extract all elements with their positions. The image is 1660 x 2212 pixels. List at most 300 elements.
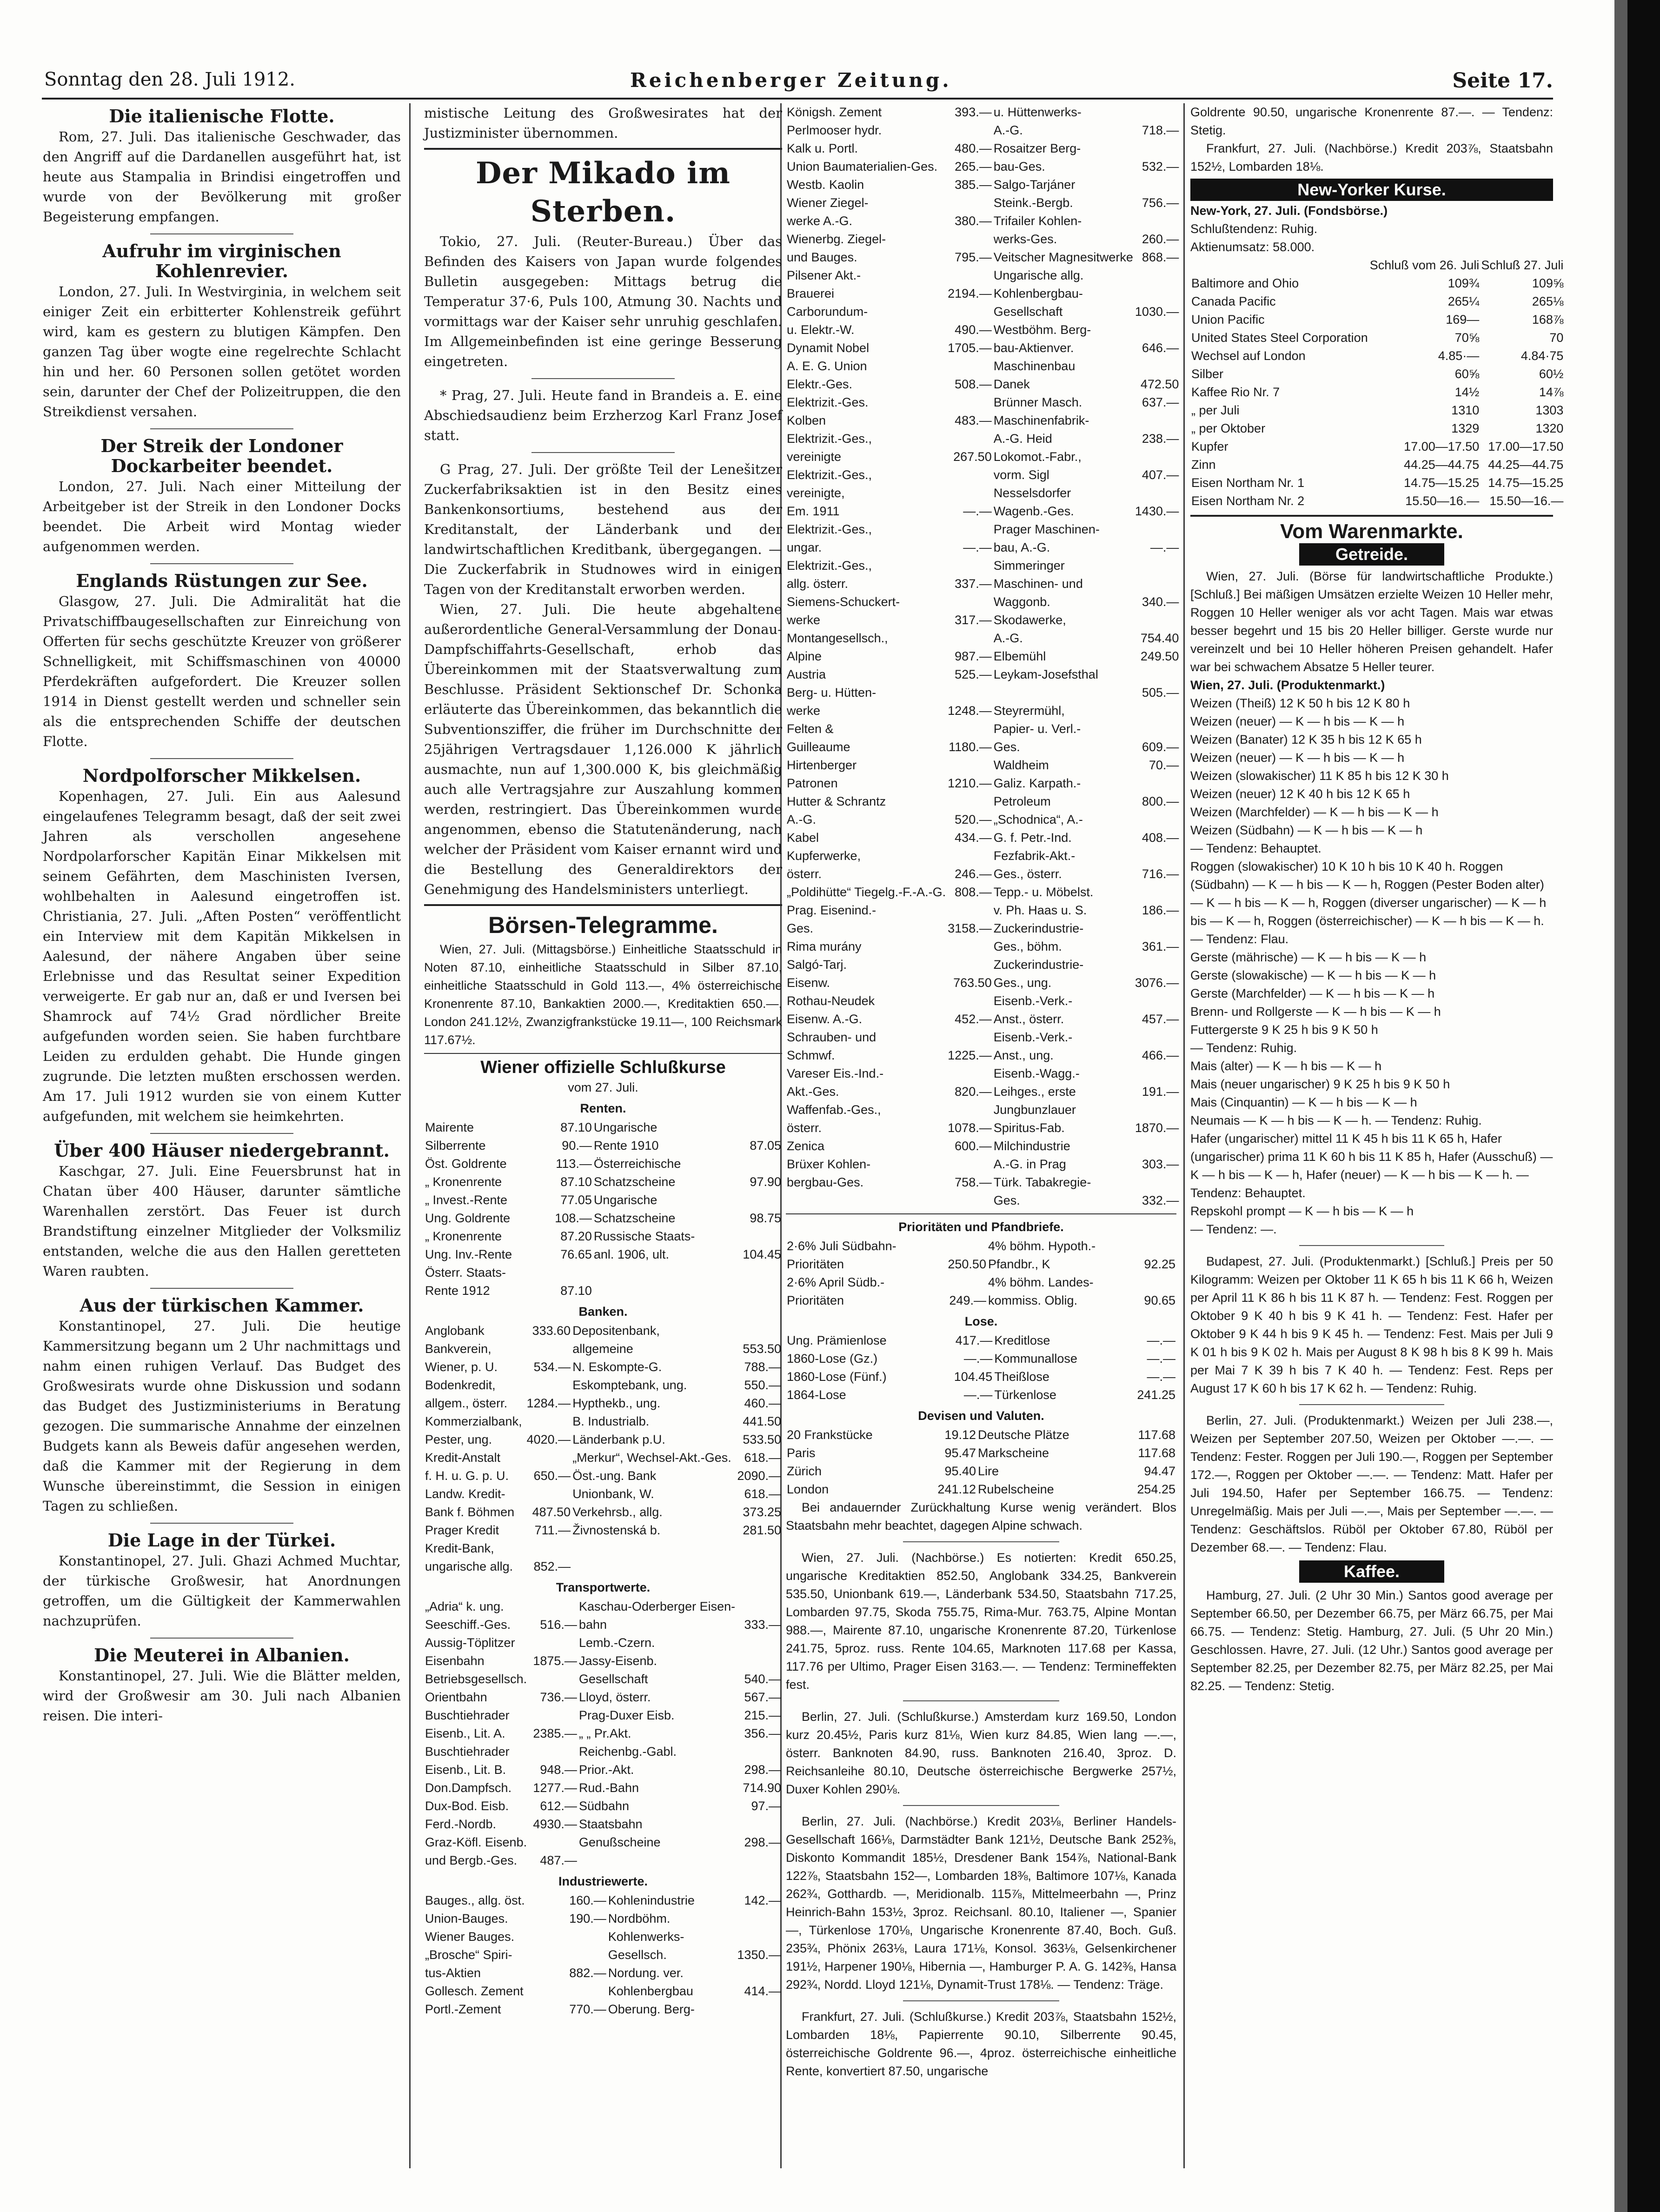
table-row	[786, 484, 1180, 502]
table-cell: „ Kronenrente	[425, 1229, 502, 1243]
table-cell: 1870.—	[1135, 1121, 1179, 1135]
table-cell: 265¼	[1448, 294, 1480, 308]
table-cell: 483.—	[955, 413, 992, 427]
table-cell	[557, 1928, 607, 1946]
table-cell	[531, 1598, 578, 1616]
table-cell: „Adria“ k. ung.	[425, 1599, 504, 1613]
table-cell: 1248.—	[948, 704, 992, 718]
table-cell: A.-G.	[993, 123, 1023, 137]
table-cell	[947, 230, 993, 248]
table-cell: Seeschiff.-Ges.	[425, 1618, 511, 1632]
table-cell: werke	[787, 613, 821, 627]
table-cell: 246.—	[955, 867, 992, 881]
table-cell	[729, 1264, 782, 1282]
table-row	[424, 1539, 782, 1558]
table-cell: 472.50	[1140, 377, 1179, 391]
table-row	[786, 303, 1180, 321]
column-3	[786, 103, 1179, 2168]
table-cell: 265⅛	[1532, 294, 1564, 308]
table-cell: Landw. Kredit-	[425, 1487, 505, 1501]
scan-edge-shadow	[1614, 0, 1627, 2212]
table-cell: Zuckerindustrie-	[993, 958, 1084, 972]
table-banken	[424, 1322, 782, 1576]
table-cell: 44.25—44.75	[1488, 458, 1564, 472]
table-cell: Ges., österr.	[993, 867, 1062, 881]
section-transport: Transportwerte.	[556, 1580, 651, 1594]
table-cell: 540.—	[744, 1672, 781, 1686]
table-cell	[1134, 557, 1180, 575]
table-cell: Nordböhm.	[608, 1912, 671, 1926]
table-cell	[741, 1743, 782, 1761]
table-cell: „ Invest.-Rente	[425, 1193, 508, 1207]
list-item: Weizen (Marchfelder) — K — h bis — K — h	[1190, 805, 1439, 819]
table-cell: —.—	[1150, 540, 1179, 554]
market-text: Wien, 27. Juli. (Börse für landwirtschaftliche Produkte.) [Schluß.] Bei mäßigen Umsätzen erzielte Weizen 10 Heller mehr, Roggen 10 Heller weniger als vor acht Tagen. Mais war etwas besser begehrt und 15 bis 20 Heller billiger. Gerste wurde nur vereinzelt und bei 10 Heller höheren Preisen gehandelt. Hafer war bei schwachem Absatze 5 Heller teurer.	[1190, 569, 1553, 674]
article	[43, 571, 401, 752]
section-rule	[786, 1213, 1176, 1214]
table-row	[786, 339, 1180, 357]
table-row	[786, 666, 1180, 684]
table-cell: Guilleaume	[787, 740, 850, 754]
table-cell: Orientbahn	[425, 1690, 487, 1704]
table-cell: Eisenb.-Wagg.-	[993, 1066, 1080, 1080]
table-cell	[947, 684, 993, 702]
table-cell	[741, 1598, 782, 1616]
table-row	[786, 212, 1180, 230]
table-cell: Union Pacific	[1191, 313, 1265, 326]
list-item: Roggen (slowakischer) 10 K 10 h bis 10 K 40 h. Roggen (Südbahn) — K — h bis — K — h, Roggen (Pester Boden alter) — K — h bis — K — h, Roggen (diverser ungarischer) — K — h bis — K — h, Roggen (österreichischer) — K — h bis — K — h. — Tendenz: Flau.	[1190, 859, 1547, 946]
article-text: Konstantinopel, 27. Juli. Die heutige Kammersitzung begann um 2 Uhr nachmittags und nahm einen ruhigen Verlauf. Das Budget des Großwesirats wurde ohne Diskussion und sodann das Budget des Justizministeriums in Beratung gezogen. Die summarische Annahme der einzelnen Budgets kann als Beweis dafür angesehen werden, daß die Kammer mit der Regierung in dem Wunsche übereinstimmt, die Session in einigen Tagen zu schließen.	[43, 1318, 401, 1514]
article-text: Kaschgar, 27. Juli. Eine Feuersbrunst hat in Chatan über 400 Häuser, darunter sämtliche Warenhallen zerstört. Das Feuer ist durch Brandstiftung einzelner Mitglieder der Volksmiliz entstanden, welche die aus den Hallen geretteten Waren raubten.	[43, 1163, 401, 1279]
table-cell: Elbemühl	[993, 649, 1046, 663]
table-row	[786, 230, 1180, 248]
table-cell	[525, 1485, 571, 1503]
article	[43, 1140, 401, 1281]
header-date: Sonntag den 28. Juli 1912.	[44, 69, 295, 90]
table-row	[424, 1119, 782, 1137]
table-cell: Union-Bauges.	[425, 1912, 508, 1926]
separator	[1299, 1245, 1444, 1246]
table-row	[424, 1191, 782, 1209]
table-row	[1190, 492, 1564, 510]
table-cell: kommiss. Oblig.	[988, 1293, 1078, 1307]
table-row	[424, 1761, 782, 1779]
table-cell: Kohlenwerks-	[608, 1930, 684, 1944]
table-row	[786, 774, 1180, 793]
table-cell: Königsh. Zement	[787, 105, 882, 119]
table-cell: Staatsbahn	[578, 1817, 643, 1831]
table-row	[786, 956, 1180, 974]
article-title: Der Streik der Londoner Dockarbeiter beendet.	[100, 435, 343, 476]
table-cell: 19.12	[944, 1428, 976, 1442]
table-cell: Brünner Masch.	[993, 395, 1082, 409]
section-getreide: Getreide.	[1299, 543, 1444, 566]
table-cell	[1134, 412, 1180, 430]
ny-tendency: Schlußtendenz: Ruhig.	[1190, 222, 1318, 236]
table-row	[1190, 311, 1564, 329]
table-cell: 756.—	[1142, 196, 1179, 210]
table-row	[786, 502, 1180, 520]
table-row	[786, 103, 1180, 121]
table-cell	[947, 1155, 993, 1173]
table-row	[1190, 401, 1564, 420]
table-row	[786, 1083, 1180, 1101]
table-devisen	[786, 1426, 1176, 1499]
ny-heading: New-York, 27. Juli. (Fondsbörse.)	[1190, 204, 1388, 218]
article	[43, 436, 401, 557]
section-rule	[1190, 515, 1553, 517]
table-cell: A.-G. in Prag	[993, 1157, 1066, 1171]
table-cell: Papier- u. Verl.-	[993, 722, 1081, 736]
table-row	[424, 1598, 782, 1616]
table-row	[786, 1273, 1176, 1292]
article-title: Aus der türkischen Kammer.	[80, 1295, 364, 1316]
table-cell	[1134, 1137, 1180, 1155]
table-cell: Danek	[993, 377, 1030, 391]
table-cell: 97.90	[750, 1175, 781, 1189]
table-cell: Ungarische	[593, 1120, 657, 1134]
table-row	[786, 756, 1180, 774]
table-row	[786, 974, 1180, 992]
table-cell: Kalk u. Portl.	[787, 141, 858, 155]
table-cell: 525.—	[955, 667, 992, 681]
market-text: Berlin, 27. Juli. (Nachbörse.) Kredit 203⅛, Berliner Handels-Gesellschaft 166⅛, Darmstädter Bank 121½, Deutsche Bank 252⅜, Diskonto Kommandit 185½, Dresdener Bank 154⅞, National-Bank 122⅞, Staatsbahn 152—, Lombarden 18⅜, Baltimore 107⅛, Kanada 262¾, Gotthardb. —, Meridionalb. 115⅞, Mittelmeerbahn —, Prinz Heinrich-Bahn 153½, 3proz. Reichsanl. 80.10, Italiener —, Spanier —, Türkenlose 170⅛, Ungarische Kronenrente 87.40, Boch. Guß. 235¾, Phönix 263⅛, Laura 171⅛, Konsol. 363⅛, Gelsenkirchener 191½, Harpener 190⅛, Hibernia —, Hamburger P. A. G. 142⅜, Hansa 292¾, Nordd. Lloyd 121⅛, Dynamit-Trust 178⅛. — Tendenz: Träge.	[786, 1814, 1176, 1992]
table-cell	[947, 938, 993, 956]
table-cell: 70⅝	[1454, 331, 1480, 345]
table-row	[1190, 293, 1564, 311]
table-cell	[947, 430, 993, 448]
table-cell: 95.47	[944, 1446, 976, 1460]
list-item: Mais (neuer ungarischer) 9 K 25 h bis 9 K 50 h	[1190, 1077, 1450, 1091]
table-cell	[729, 1119, 782, 1137]
table-row	[786, 1292, 1176, 1310]
table-cell: Eisenbahn	[425, 1654, 485, 1668]
table-cell: Anst., ung.	[993, 1048, 1054, 1062]
table-row	[786, 140, 1180, 158]
table-cell: Waffenfab.-Ges.,	[787, 1103, 881, 1117]
table-cell	[525, 1340, 571, 1358]
table-cell: Akt.-Ges.	[787, 1085, 839, 1099]
table-cell	[947, 593, 993, 611]
table-row	[786, 1155, 1180, 1173]
table-cell: N. Eskompte-G.	[572, 1360, 662, 1374]
table-cell: Westböhm. Berg-	[993, 323, 1091, 337]
table-cell: Kohlenbergbau	[608, 1984, 693, 1998]
table-cell: 646.—	[1142, 341, 1179, 355]
table-cell: Leykam-Josefsthal	[993, 667, 1098, 681]
table-row	[424, 1358, 782, 1376]
table-cell: Union Baumaterialien-Ges.	[787, 160, 938, 173]
table-cell: Eisen Northam Nr. 2	[1191, 494, 1305, 508]
table-cell: 337.—	[955, 577, 992, 591]
separator	[150, 563, 293, 564]
table-row	[1190, 474, 1564, 492]
table-row	[424, 2000, 782, 2019]
table-cell: 763.50	[953, 976, 992, 990]
table-cell: f. H. u. G. p. U.	[425, 1469, 509, 1483]
table-row	[424, 1449, 782, 1467]
table-cell	[947, 1192, 993, 1210]
table-cell: —.—	[1147, 1352, 1175, 1366]
table-cell: 718.—	[1142, 123, 1179, 137]
table-cell: 340.—	[1142, 595, 1179, 609]
section-industrie: Industriewerte.	[558, 1874, 648, 1888]
section-kaffee: Kaffee.	[1299, 1560, 1444, 1583]
table-cell: „Schodnica“, A.-	[993, 813, 1083, 826]
market-text: Berlin, 27. Juli. (Produktenmarkt.) Weizen per Juli 238.—, Weizen per September 207.50, Weizen per Oktober —.—. — Tendenz: Fester. Roggen per Juli 190.—, Roggen per September 172.—, Roggen per Oktober —.—. — Tendenz: Matt. Hafer per Juli 194.50, Hafer per September 166.75. — Tendenz: Unregelmäßig. Mais per Juli —.—, Mais per September —.—. — Tendenz: Geschäftslos. Rüböl per Oktober 67.80, Rüböl per Dezember 68.—. — Tendenz: Flau.	[1190, 1413, 1553, 1554]
table-cell: 190.—	[569, 1912, 606, 1926]
table-cell: „ per Oktober	[1191, 421, 1266, 435]
table-cell	[947, 756, 993, 774]
table-cell	[1134, 811, 1180, 829]
table-cell: 716.—	[1142, 867, 1179, 881]
table-row	[424, 1137, 782, 1155]
table-cell: allgem., österr.	[425, 1396, 508, 1410]
table-cell: 104.45	[743, 1247, 781, 1261]
table-cell: 868.—	[1142, 250, 1179, 264]
table-cell: Ges., böhm.	[993, 939, 1062, 953]
table-cell: österr.	[787, 1121, 822, 1135]
table-prioritaeten	[786, 1237, 1176, 1310]
table-cell: Ung. Goldrente	[425, 1211, 511, 1225]
table-cell: G. f. Petr.-Ind.	[993, 831, 1072, 845]
article-text: Rom, 27. Juli. Das italienische Geschwader, das den Angriff auf die Dardanellen ausgeführt hat, ist heute aus Stampalia in Brindisi eingetroffen und wurde von der Bevölkerung mit großer Begeisterung empfangen.	[43, 129, 401, 225]
table-cell	[1134, 774, 1180, 793]
table-cell: Vareser Eis.-Ind.-	[787, 1066, 884, 1080]
table-cell: anl. 1906, ult.	[593, 1247, 669, 1261]
separator	[150, 1288, 293, 1289]
table-cell: 393.—	[955, 105, 992, 119]
table-cell: werke	[787, 704, 821, 718]
table-row	[786, 1426, 1176, 1444]
table-cell: —.—	[963, 1352, 993, 1366]
table-row	[424, 1946, 782, 1964]
table-cell: 14.75—15.25	[1404, 476, 1480, 490]
table-cell: 4020.—	[526, 1432, 571, 1446]
table-cell: 609.—	[1142, 740, 1179, 754]
table-cell	[723, 2000, 782, 2019]
table-cell: 1875.—	[533, 1654, 577, 1668]
table-cell: Kommerzialbank,	[425, 1414, 522, 1428]
table-row	[424, 1815, 782, 1833]
table-cell: 4.84·75	[1521, 349, 1564, 363]
table-cell: Salgo-Tarjáner	[993, 178, 1076, 192]
list-item: Weizen (Theiß) 12 K 50 h bis 12 K 80 h	[1190, 696, 1410, 710]
table-cell: ungar.	[787, 540, 822, 554]
table-cell	[741, 1852, 782, 1870]
table-cell: 414.—	[744, 1984, 781, 1998]
table-row	[424, 1634, 782, 1652]
table-cell: Siemens-Schuckert-	[787, 595, 900, 609]
table-cell: werks-Ges.	[993, 232, 1057, 246]
table-cell: Südbahn	[578, 1799, 630, 1813]
table-cell: Jungbunzlauer	[993, 1103, 1076, 1117]
table-cell: 650.—	[533, 1469, 571, 1483]
section-rule	[424, 1053, 782, 1054]
table-cell: allgemeine	[572, 1342, 633, 1356]
table-cell: Rud.-Bahn	[578, 1781, 639, 1795]
column-2	[424, 103, 782, 2168]
table-cell: Ges.	[787, 921, 814, 935]
table-cell: Don.Dampfsch.	[425, 1781, 512, 1795]
table-cell	[934, 1273, 987, 1292]
table-row	[424, 1910, 782, 1928]
table-cell: 241.25	[1137, 1388, 1175, 1402]
table-cell: Wiener Ziegel-	[787, 196, 869, 210]
table-cell: 1030.—	[1135, 305, 1179, 319]
section-lose: Lose.	[964, 1314, 998, 1328]
table-cell: 215.—	[744, 1708, 781, 1722]
table-row	[786, 1480, 1176, 1499]
table-cell: Kolben	[787, 413, 826, 427]
table-cell	[578, 1852, 741, 1870]
table-cell	[947, 901, 993, 919]
table-row	[786, 793, 1180, 811]
table-cell: 117.68	[1138, 1428, 1175, 1442]
table-cell: Felten &	[787, 722, 834, 736]
section-warenmarkt: Vom Warenmarkte.	[1280, 520, 1463, 543]
table-cell: Ges., ung.	[993, 976, 1052, 990]
table-cell: Trifailer Kohlen-	[993, 214, 1082, 228]
table-cell: „Brosche“ Spiri-	[425, 1948, 512, 1962]
table-cell	[723, 1928, 782, 1946]
table-row	[786, 720, 1180, 738]
table-cell: 332.—	[1142, 1193, 1179, 1207]
table-cell: 14½	[1454, 385, 1480, 399]
table-cell: 466.—	[1142, 1048, 1179, 1062]
table-cell: Bauges., allg. öst.	[425, 1893, 525, 1907]
table-cell	[1134, 720, 1180, 738]
section-prioritaeten: Prioritäten und Pfandbriefe.	[898, 1220, 1064, 1234]
table-cell: 17.00—17.50	[1404, 440, 1480, 453]
table-cell: 434.—	[955, 831, 992, 845]
table-cell: 186.—	[1142, 903, 1179, 917]
table-cell: Wienerbg. Ziegel-	[787, 232, 886, 246]
table-cell	[786, 1192, 947, 1210]
table-cell: 505.—	[1142, 686, 1179, 700]
table-cell: Lloyd, österr.	[578, 1690, 651, 1704]
table-cell: Kabel	[787, 831, 819, 845]
table-cell	[934, 1237, 987, 1255]
article	[43, 1295, 401, 1516]
table-cell: 361.—	[1142, 939, 1179, 953]
table-cell: Prioritäten	[787, 1257, 844, 1271]
table-cell: Rothau-Neudek	[787, 994, 875, 1008]
table-cell: 480.—	[955, 141, 992, 155]
table-row	[424, 1394, 782, 1412]
table-cell: und Bauges.	[787, 250, 857, 264]
table-row	[786, 901, 1180, 919]
table-cell	[531, 1743, 578, 1761]
article-text: Konstantinopel, 27. Juli. Ghazi Achmed Muchtar, der türkische Großwesir, hat Anordnungen getroffen, um die Gültigkeit der Kammerwahlen nachzuprüfen.	[43, 1553, 401, 1629]
schlusskurse-date: vom 27. Juli.	[568, 1080, 638, 1094]
table-cell: 1705.—	[948, 341, 992, 355]
table-cell: 60½	[1539, 367, 1564, 381]
article-continuation: mistische Leitung des Großwesirates hat der Justizminister übernommen.	[424, 105, 782, 141]
table-row	[424, 1743, 782, 1761]
table-cell: 20 Frankstücke	[787, 1428, 873, 1442]
table-cell: 241.12	[937, 1482, 976, 1496]
table-cell: 76.65	[560, 1247, 592, 1261]
table-cell	[1134, 321, 1180, 339]
ny-col-header: Schluß vom 26. Juli	[1369, 258, 1480, 272]
list-item: Weizen (slowakischer) 11 K 85 h bis 12 K 30 h	[1190, 769, 1449, 783]
table-cell: 736.—	[540, 1690, 577, 1704]
table-cell	[947, 393, 993, 412]
table-cell: A.-G.	[993, 631, 1023, 645]
table-cell: 4% böhm. Landes-	[988, 1275, 1094, 1289]
list-item: Weizen (Südbahn) — K — h bis — K — h	[1190, 823, 1423, 837]
table-cell: 15.50—16.—	[1405, 494, 1480, 508]
table-cell: 770.—	[569, 2002, 606, 2016]
table-cell: 254.25	[1137, 1482, 1175, 1496]
table-cell: Galiz. Karpath.-	[993, 776, 1081, 790]
table-cell: Elektrizit.-Ges.,	[787, 468, 872, 482]
table-cell: Türk. Tabakregie-	[993, 1175, 1091, 1189]
table-cell: Pfandbr., K	[988, 1257, 1050, 1271]
table-cell: 356.—	[744, 1726, 781, 1740]
table-cell	[531, 1634, 578, 1652]
table-row	[424, 1982, 782, 2000]
table-row	[786, 1010, 1180, 1028]
table-cell: 882.—	[569, 1966, 606, 1980]
table-cell	[1134, 847, 1180, 865]
article	[43, 766, 401, 1126]
table-cell: Betriebsgesellsch.	[425, 1672, 527, 1686]
table-cell: 618.—	[744, 1451, 781, 1465]
table-cell: 1320	[1535, 421, 1564, 435]
table-cell: Maschinen- und	[993, 577, 1083, 591]
table-cell: 60⅝	[1454, 367, 1480, 381]
table-row	[786, 1255, 1176, 1273]
table-cell	[947, 303, 993, 321]
article-title: Die italienische Flotte.	[109, 106, 335, 127]
table-cell	[735, 1322, 782, 1340]
table-row	[1190, 329, 1564, 347]
table-cell	[1134, 212, 1180, 230]
table-cell: 4930.—	[533, 1817, 577, 1831]
table-cell: Salgó-Tarj.	[787, 958, 847, 972]
table-cell: Kupferwerke,	[787, 849, 861, 863]
table-cell	[947, 267, 993, 285]
article-title: Die Lage in der Türkei.	[107, 1530, 336, 1551]
table-cell: 373.25	[743, 1505, 781, 1519]
table-cell: 14⅞	[1539, 385, 1564, 399]
list-item: Futtergerste 9 K 25 h bis 9 K 50 h	[1190, 1023, 1378, 1037]
table-cell: Ung. Prämienlose	[787, 1333, 887, 1347]
table-cell: Lokomot.-Fabr.,	[993, 450, 1082, 464]
table-cell: 191.—	[1142, 1085, 1179, 1099]
table-cell: Kaschau-Oderberger Eisen-	[578, 1599, 736, 1613]
list-item: Brenn- und Rollgerste — K — h bis — K — h	[1190, 1005, 1441, 1019]
market-text: Goldrente 90.50, ungarische Kronenrente 87.—. — Tendenz: Stetig.	[1190, 105, 1553, 137]
table-row	[786, 412, 1180, 430]
table-cell: 1277.—	[533, 1781, 577, 1795]
table-cell: Schatzscheine	[593, 1211, 676, 1225]
table-row	[424, 1322, 782, 1340]
table-cell: 87.20	[560, 1229, 592, 1243]
table-cell: 533.50	[743, 1432, 781, 1446]
table-cell: Österreichische	[593, 1157, 681, 1171]
article-text: Wien, 27. Juli. Die heute abgehaltene außerordentliche General-Versammlung der Donau-Dampfschiffahrts-Gesellschaft, erhob das Übereinkommen mit der Staatsverwaltung zum Beschlusse. Präsident Sektionschef Dr. Schonka erläuterte das Übereinkommen, das bekanntlich die Subventionsziffer, die früher im Durchschnitte der 25jährigen Vertragsdauer 1,126.000 K jährlich ausmachte, nun auf 1,300.000 K, bis gleichmäßig auch alle Vertragsjahre zur Auszahlung kommen werden, restringiert. Das Übereinkommen wurde angenommen, ebenso die Statutenänderung, nach welcher der Präsident vom Kaiser ernannt wird und die Bestellung des Generaldirektors der Genehmigung des Handelsministers unterliegt.	[424, 601, 782, 897]
table-cell: Öst.-ung. Bank	[572, 1469, 657, 1483]
table-cell: 1860-Lose (Fünf.)	[787, 1370, 887, 1384]
table-cell: 808.—	[955, 885, 992, 899]
table-cell	[1134, 1101, 1180, 1119]
table-cell: Veitscher Magnesitwerke	[993, 250, 1133, 264]
separator	[150, 1133, 293, 1134]
table-cell: Verkehrsb., allg.	[572, 1505, 663, 1519]
